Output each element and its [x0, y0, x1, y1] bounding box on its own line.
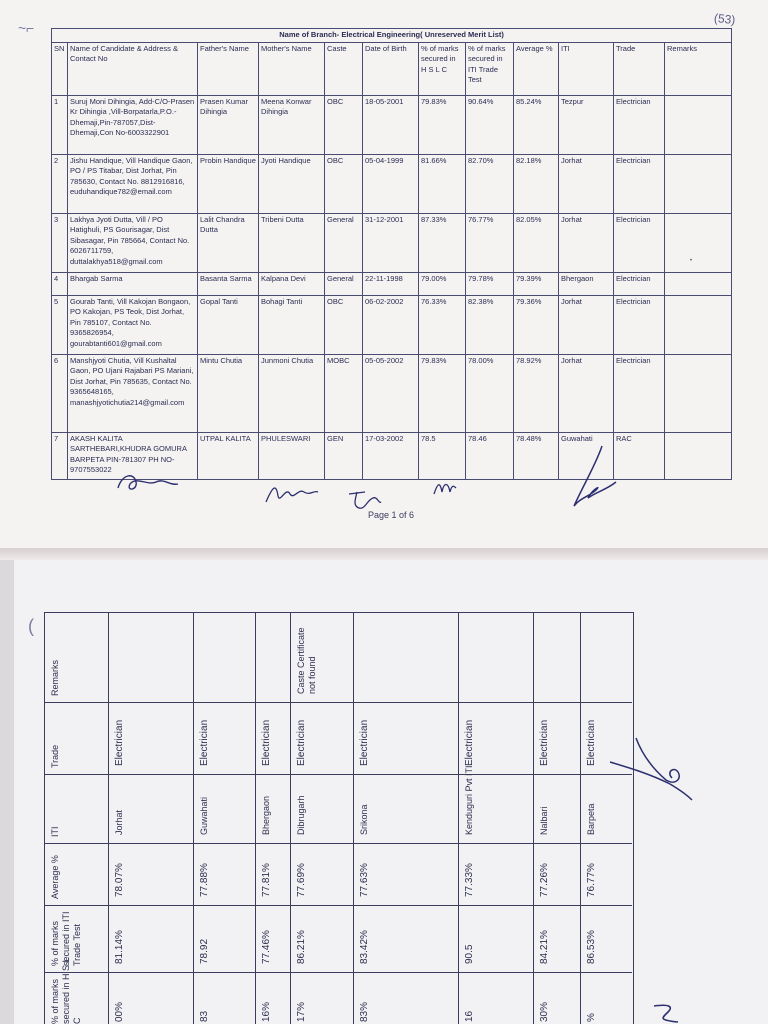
cell-iti-test: 82.38% — [466, 295, 514, 354]
signature-3 — [345, 486, 385, 512]
grid-line — [108, 612, 109, 1024]
header-sn: SN — [52, 42, 68, 95]
cell-remarks — [665, 432, 732, 479]
cell-caste: General — [325, 272, 363, 295]
cell-hslc: 79.00% — [419, 272, 466, 295]
cell-iti: Jorhat — [114, 809, 124, 835]
cell-iti-test: 86.21% — [296, 930, 307, 964]
cell-dob: 05-05-2002 — [363, 354, 419, 432]
cell-sn: 3 — [52, 213, 68, 272]
cell-dob: 31-12-2001 — [363, 213, 419, 272]
header-iti: ITI — [50, 826, 60, 837]
cell-hslc: % — [586, 1013, 597, 1022]
grid-line — [193, 612, 194, 1024]
cell-iti-test: 83.42% — [359, 930, 370, 964]
cell-father: Gopal Tanti — [198, 295, 259, 354]
table-row — [52, 95, 732, 154]
grid-line — [533, 612, 534, 1024]
cell-father: Prasen Kumar Dihingia — [198, 95, 259, 154]
cell-remarks — [665, 295, 732, 354]
cell-trade: Electrician — [199, 719, 210, 766]
cell-caste: General — [325, 213, 363, 272]
cell-average: 77.63% — [359, 863, 370, 897]
cell-average: 79.36% — [514, 295, 559, 354]
cell-iti: Jorhat — [559, 213, 614, 272]
cell-caste: OBC — [325, 95, 363, 154]
cell-iti: Nalbari — [539, 806, 549, 835]
cell-caste: OBC — [325, 295, 363, 354]
cell-average: 78.92% — [514, 354, 559, 432]
header-dob: Date of Birth — [363, 42, 419, 95]
cell-caste: GEN — [325, 432, 363, 479]
table-row — [52, 354, 732, 432]
cell-mother: Tribeni Dutta — [259, 213, 325, 272]
cell-iti: Tezpur — [559, 95, 614, 154]
stray-mark: • — [690, 258, 693, 264]
cell-iti: Guwahati — [559, 432, 614, 479]
corner-pencil-mark: ~⌐ — [18, 20, 35, 36]
header-average: Average % — [514, 42, 559, 95]
cell-iti-test: 76.77% — [466, 213, 514, 272]
document-page-2 — [0, 560, 768, 1024]
header-hslc: % of marks secured in H S L C — [419, 42, 466, 95]
cell-iti: Kenduguri Pvt ITI — [464, 765, 474, 835]
cell-caste: OBC — [325, 154, 363, 213]
cell-average: 85.24% — [514, 95, 559, 154]
cell-name: Jishu Handique, Vill Handique Gaon, PO / PS Titabar, Dist Jorhat, Pin 785630, Contact No. 8812916816, euduhandique782@email.com — [68, 154, 198, 213]
cell-average: 78.48% — [514, 432, 559, 479]
cell-iti: Barpeta — [586, 803, 596, 835]
cell-trade: Electrician — [614, 213, 665, 272]
cell-father: Probin Handique — [198, 154, 259, 213]
cell-hslc: 79.83% — [419, 354, 466, 432]
cell-iti-test: 78.00% — [466, 354, 514, 432]
cell-hslc: 79.83% — [419, 95, 466, 154]
cell-iti: Dibrugarh — [296, 795, 306, 835]
cell-iti-test: 90.64% — [466, 95, 514, 154]
merit-list-table — [51, 28, 732, 480]
cell-average: 77.26% — [539, 863, 550, 897]
cell-hslc: 76.33% — [419, 295, 466, 354]
cell-hslc: 83% — [359, 1001, 370, 1022]
grid-line — [255, 612, 256, 1024]
cell-trade: Electrician — [539, 719, 550, 766]
cell-trade: Electrician — [614, 295, 665, 354]
cell-trade: Electrician — [614, 154, 665, 213]
cell-trade: Electrician — [614, 95, 665, 154]
table-row — [52, 272, 732, 295]
cell-trade: Electrician — [586, 719, 597, 766]
header-average: Average % — [50, 855, 60, 899]
grid-line — [290, 612, 291, 1024]
grid-line — [44, 905, 632, 906]
cell-hslc: 87.33% — [419, 213, 466, 272]
grid-line — [458, 612, 459, 1024]
signature-1 — [112, 468, 182, 498]
cell-sn: 6 — [52, 354, 68, 432]
page-separator — [0, 548, 768, 560]
grid-line — [44, 702, 632, 703]
cell-trade: Electrician — [359, 719, 370, 766]
signature-5 — [566, 440, 622, 516]
cell-remarks — [665, 154, 732, 213]
cell-iti-test: 82.70% — [466, 154, 514, 213]
page-edge — [0, 560, 14, 1024]
page-reference-number: (53) — [713, 10, 737, 28]
cell-average: 79.39% — [514, 272, 559, 295]
cell-average: 82.05% — [514, 213, 559, 272]
cell-average: 77.88% — [199, 863, 210, 897]
cell-trade: Electrician — [261, 719, 272, 766]
cell-father: Mintu Chutia — [198, 354, 259, 432]
cell-hslc: 78.5 — [419, 432, 466, 479]
header-trade: Trade — [614, 42, 665, 95]
signature-6 — [606, 728, 698, 806]
cell-dob: 05-04-1999 — [363, 154, 419, 213]
header-iti-test: % of marks secured in ITI Trade Test — [50, 911, 82, 966]
cell-iti-test: 79.78% — [466, 272, 514, 295]
signature-2 — [262, 478, 322, 508]
cell-mother: Jyoti Handique — [259, 154, 325, 213]
cell-dob: 06-02-2002 — [363, 295, 419, 354]
cell-dob: 22-11-1998 — [363, 272, 419, 295]
header-caste: Caste — [325, 42, 363, 95]
header-remarks: Remarks — [665, 42, 732, 95]
grid-line — [580, 612, 581, 1024]
cell-hslc: 81.66% — [419, 154, 466, 213]
cell-hslc: 83 — [199, 1010, 210, 1022]
cell-iti: Jorhat — [559, 295, 614, 354]
cell-trade: Electrician — [114, 719, 125, 766]
cell-name: Gourab Tanti, Vill Kakojan Bongaon, PO Kakojan, PS Teok, Dist Jorhat, Pin 785107, Contact No. 9365826954, gourabtanti601@gmail.com — [68, 295, 198, 354]
cell-trade: Electrician — [296, 719, 307, 766]
grid-line — [44, 843, 632, 844]
cell-remarks — [665, 213, 732, 272]
cell-remarks: Caste Certificate not found — [296, 627, 317, 694]
cell-dob: 17-03-2002 — [363, 432, 419, 479]
page-number: Page 1 of 6 — [368, 510, 415, 520]
cell-average: 77.81% — [261, 863, 272, 897]
cell-iti: Srikona — [359, 804, 369, 835]
cell-sn: 4 — [52, 272, 68, 295]
cell-hslc: 30% — [539, 1001, 550, 1022]
cell-mother: Meena Konwar Dihingia — [259, 95, 325, 154]
cell-iti-test: 84.21% — [539, 930, 550, 964]
cell-mother: Bohagi Tanti — [259, 295, 325, 354]
cell-name: Suruj Moni Dihingia, Add-C/O-Prasen Kr Dihingia ,Vill-Borpatarla,P.O.-Dhemaji,Pin-787057,Dist-Dhemaji,Con No-6003322901 — [68, 95, 198, 154]
grid-line — [44, 972, 632, 973]
cell-hslc: 17% — [296, 1001, 307, 1022]
cell-average: 76.77% — [586, 863, 597, 897]
grid-line — [353, 612, 354, 1024]
header-mother: Mother's Name — [259, 42, 325, 95]
cell-remarks — [665, 272, 732, 295]
header-father: Father's Name — [198, 42, 259, 95]
cell-iti-test: 90.5 — [464, 944, 475, 964]
table-row — [52, 213, 732, 272]
cell-hslc: 00% — [114, 1001, 125, 1022]
cell-sn: 5 — [52, 295, 68, 354]
header-iti-test: % of marks secured in ITI Trade Test — [466, 42, 514, 95]
cell-hslc: 16% — [261, 1001, 272, 1022]
header-hslc: % of marks secured in H S L C — [50, 957, 82, 1024]
cell-caste: MOBC — [325, 354, 363, 432]
cell-remarks — [665, 95, 732, 154]
header-remarks: Remarks — [50, 659, 60, 696]
cell-trade: Electrician — [614, 272, 665, 295]
cell-iti-test: 78.92 — [199, 938, 210, 964]
cell-iti: Bhergaon — [261, 795, 271, 835]
cell-average: 77.69% — [296, 863, 307, 897]
signature-4 — [430, 476, 460, 498]
table-row — [52, 295, 732, 354]
cell-iti-test: 86.53% — [586, 930, 597, 964]
cell-father: Lalit Chandra Dutta — [198, 213, 259, 272]
cell-iti-test: 78.46 — [466, 432, 514, 479]
table-title: Name of Branch- Electrical Engineering( Unreserved Merit List) — [52, 29, 732, 43]
corner-pencil-mark-2: ( — [28, 616, 34, 636]
cell-remarks — [665, 354, 732, 432]
signature-7 — [648, 1000, 688, 1024]
header-candidate: Name of Candidate & Address & Contact No — [68, 42, 198, 95]
cell-sn: 1 — [52, 95, 68, 154]
cell-father: UTPAL KALITA — [198, 432, 259, 479]
header-iti: ITI — [559, 42, 614, 95]
cell-iti-test: 81.14% — [114, 930, 125, 964]
cell-iti: Jorhat — [559, 154, 614, 213]
cell-trade: Electrician — [614, 354, 665, 432]
cell-average: 82.18% — [514, 154, 559, 213]
cell-hslc: 16 — [464, 1010, 475, 1022]
cell-average: 78.07% — [114, 863, 125, 897]
cell-trade: RAC — [614, 432, 665, 479]
cell-dob: 18-05-2001 — [363, 95, 419, 154]
cell-iti-test: 77.46% — [261, 930, 272, 964]
cell-iti: Jorhat — [559, 354, 614, 432]
cell-iti: Bhergaon — [559, 272, 614, 295]
cell-father: Basanta Sarma — [198, 272, 259, 295]
header-trade: Trade — [50, 744, 60, 768]
cell-iti: Guwahati — [199, 796, 209, 835]
cell-mother: Kalpana Devi — [259, 272, 325, 295]
table-row — [52, 154, 732, 213]
cell-name: Bhargab Sarma — [68, 272, 198, 295]
cell-mother: PHULESWARI — [259, 432, 325, 479]
cell-name: Manshjyoti Chutia, Vill Kushaltal Gaon, PO Ujani Rajabari PS Mariani, Dist Jorhat, Pin 785635, Contact No. 9365648165, manashjyotichutia214@gmail.com — [68, 354, 198, 432]
cell-sn: 7 — [52, 432, 68, 479]
cell-name: AKASH KALITA SARTHEBARI,KHUDRA GOMURA BARPETA PIN-781307 PH NO-9707553022 — [68, 432, 198, 479]
cell-mother: Junmoni Chutia — [259, 354, 325, 432]
cell-sn: 2 — [52, 154, 68, 213]
cell-trade: Electrician — [464, 719, 475, 766]
cell-name: Lakhya Jyoti Dutta, Vill / PO Hatighuli, PS Gourisagar, Dist Sibasagar, Pin 785664, Contact No. 6026711759, duttalakhya518@gmail.com — [68, 213, 198, 272]
cell-average: 77.33% — [464, 863, 475, 897]
